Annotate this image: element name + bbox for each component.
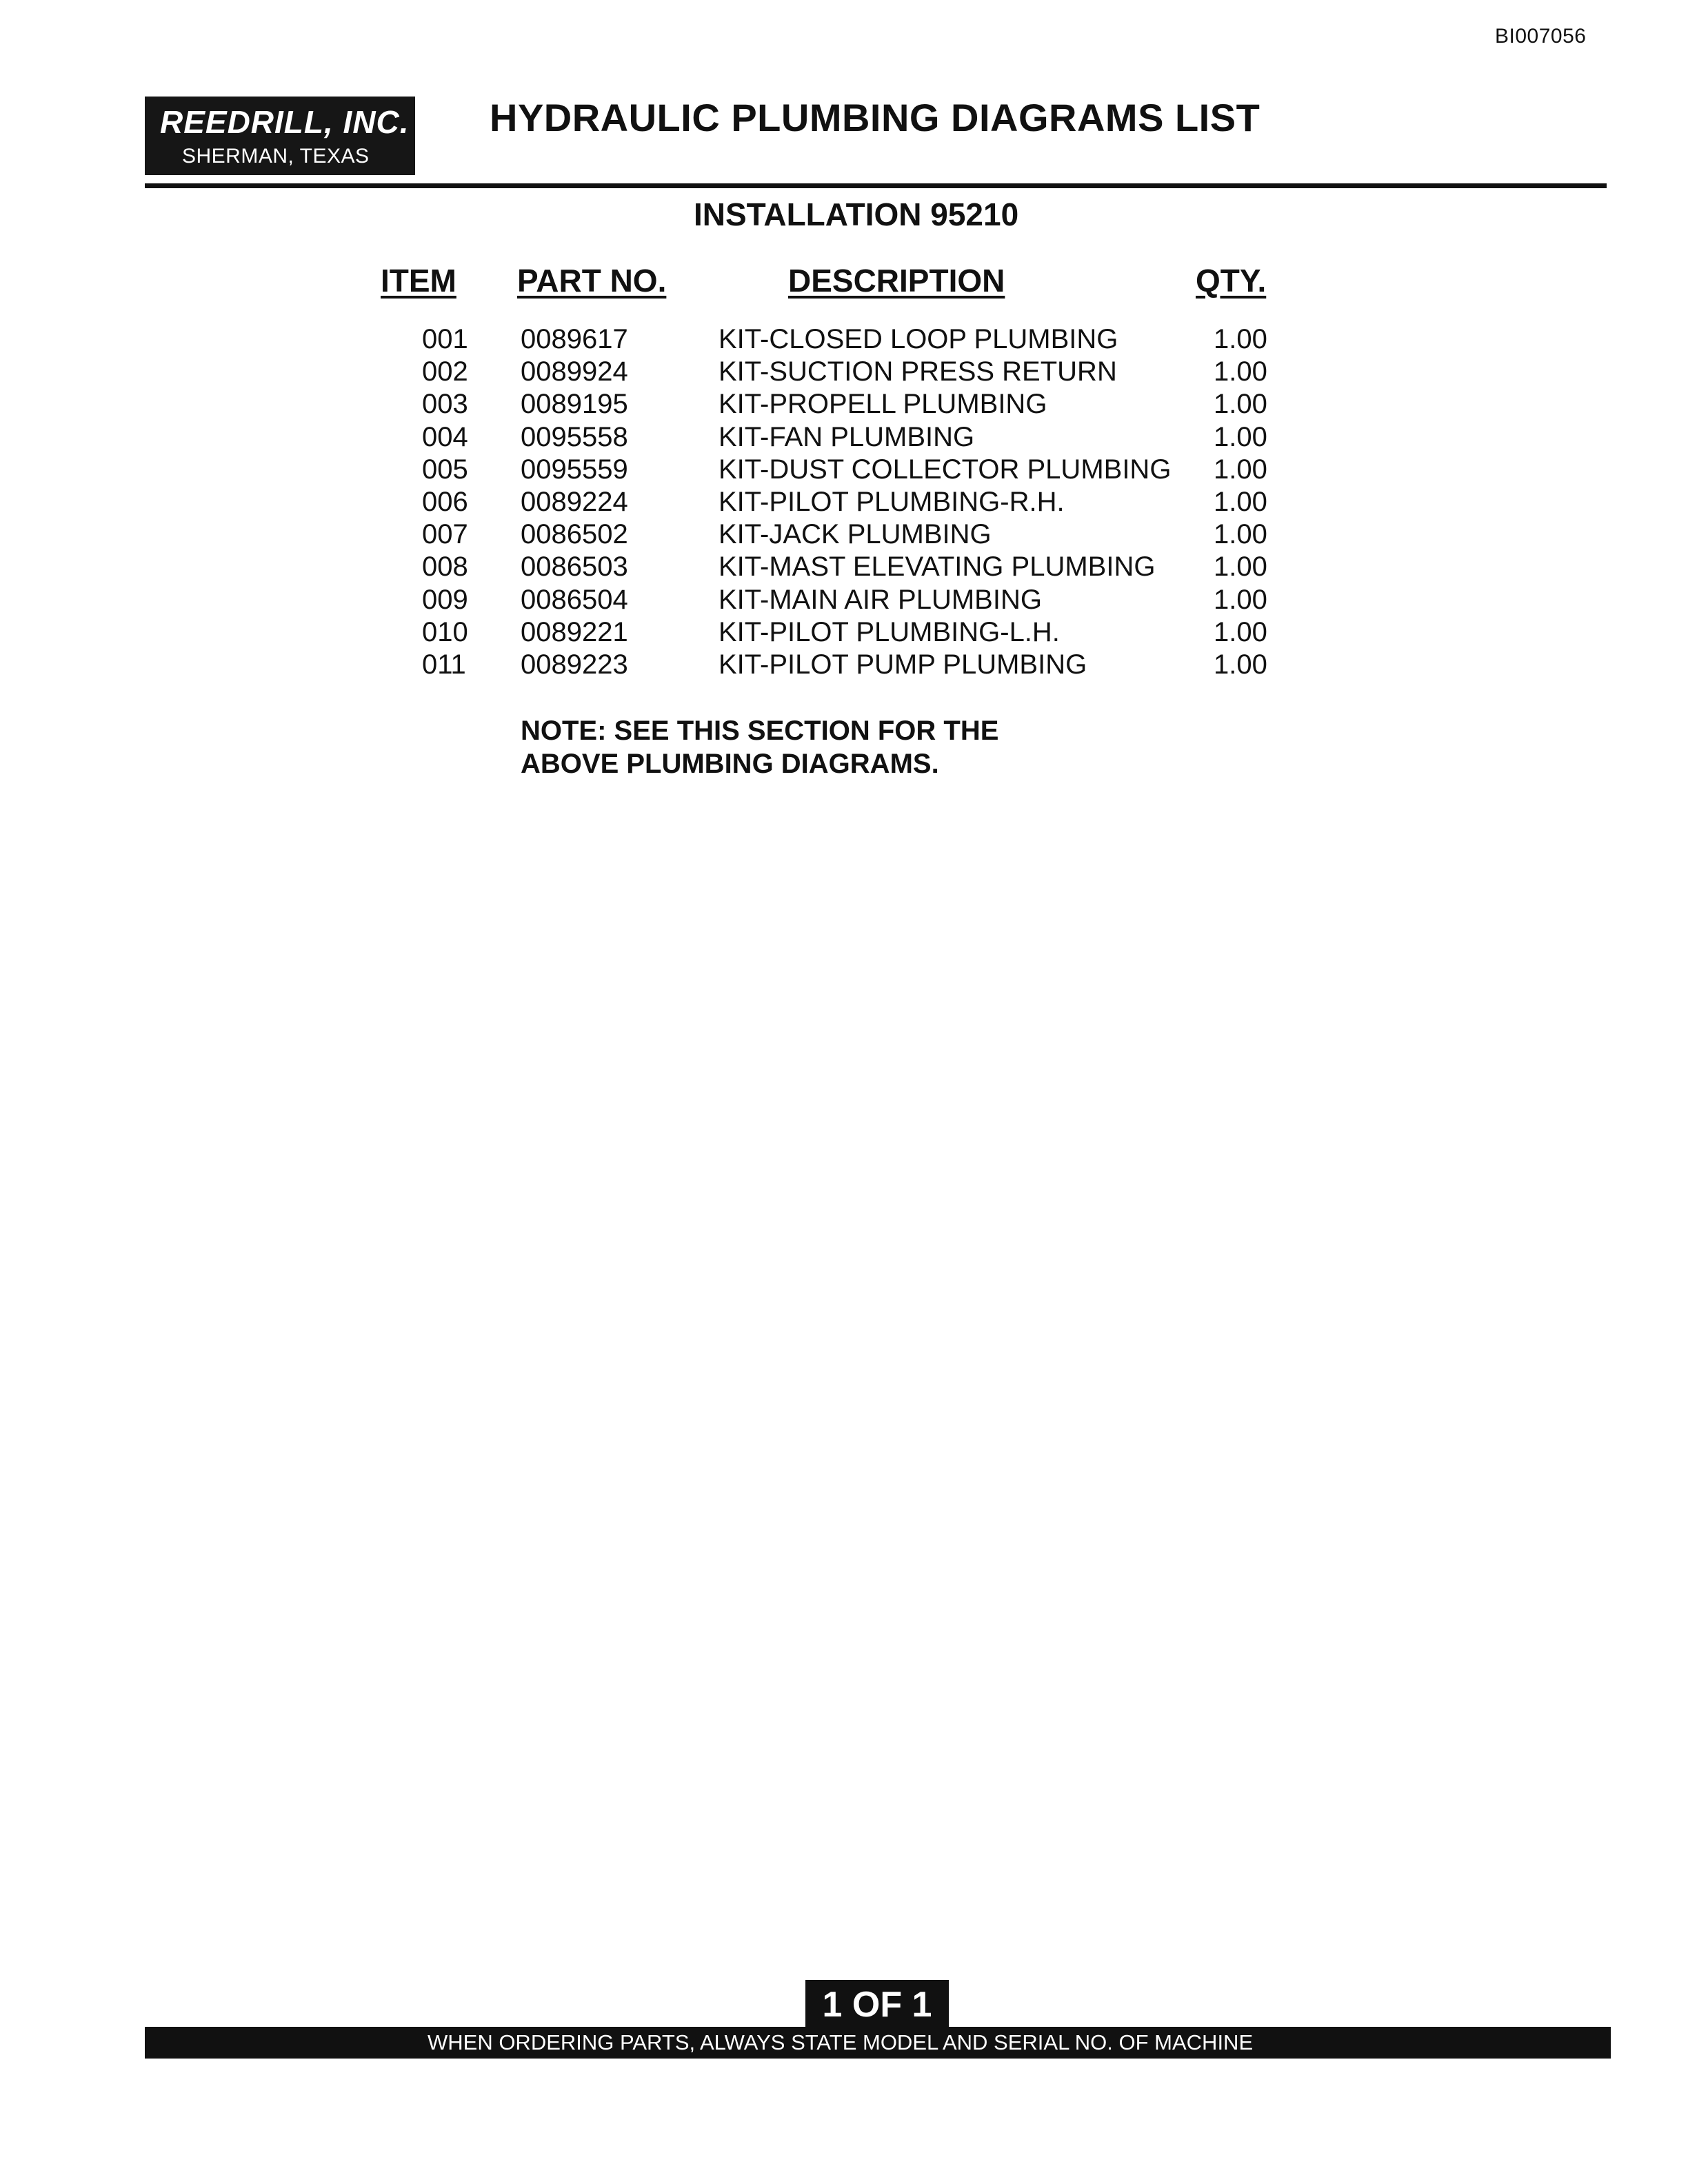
table-row bbox=[0, 454, 1688, 487]
table-row bbox=[0, 617, 1688, 649]
cell-description: KIT-FAN PLUMBING bbox=[719, 421, 975, 452]
table-row bbox=[0, 585, 1688, 617]
table-row bbox=[0, 422, 1688, 454]
cell-item: 006 bbox=[422, 486, 468, 517]
cell-qty: 1.00 bbox=[1214, 389, 1267, 420]
cell-part-no: 0086503 bbox=[521, 552, 628, 583]
company-logo bbox=[145, 97, 415, 175]
cell-description: KIT-JACK PLUMBING bbox=[719, 519, 992, 550]
cell-description: KIT-PILOT PUMP PLUMBING bbox=[719, 649, 1087, 680]
cell-description: KIT-DUST COLLECTOR PLUMBING bbox=[719, 454, 1172, 485]
table-row bbox=[0, 324, 1688, 356]
table-row bbox=[0, 519, 1688, 552]
cell-item: 008 bbox=[422, 552, 468, 583]
document-title: HYDRAULIC PLUMBING DIAGRAMS LIST bbox=[490, 96, 1260, 139]
table-row bbox=[0, 356, 1688, 389]
cell-description: KIT-SUCTION PRESS RETURN bbox=[719, 356, 1117, 387]
cell-item: 003 bbox=[422, 389, 468, 420]
column-header-qty: QTY. bbox=[1196, 263, 1267, 299]
cell-part-no: 0089224 bbox=[521, 486, 628, 517]
cell-qty: 1.00 bbox=[1214, 519, 1267, 550]
table-row bbox=[0, 389, 1688, 421]
cell-item: 011 bbox=[422, 649, 466, 680]
cell-qty: 1.00 bbox=[1214, 552, 1267, 583]
column-header-item: ITEM bbox=[381, 263, 456, 299]
note-line-2: ABOVE PLUMBING DIAGRAMS. bbox=[521, 749, 939, 779]
cell-description: KIT-PILOT PLUMBING-L.H. bbox=[719, 616, 1060, 647]
cell-description: KIT-PILOT PLUMBING-R.H. bbox=[719, 486, 1065, 517]
cell-part-no: 0089221 bbox=[521, 616, 628, 647]
cell-part-no: 0089195 bbox=[521, 389, 628, 420]
header-divider bbox=[145, 183, 1607, 188]
cell-qty: 1.00 bbox=[1214, 616, 1267, 647]
cell-description: KIT-MAST ELEVATING PLUMBING bbox=[719, 552, 1156, 583]
table-row bbox=[0, 487, 1688, 519]
cell-qty: 1.00 bbox=[1214, 356, 1267, 387]
column-header-part-no: PART NO. bbox=[517, 263, 667, 299]
cell-item: 005 bbox=[422, 454, 468, 485]
cell-part-no: 0086502 bbox=[521, 519, 628, 550]
cell-description: KIT-MAIN AIR PLUMBING bbox=[719, 584, 1042, 615]
cell-qty: 1.00 bbox=[1214, 324, 1267, 354]
footer-ordering-notice: WHEN ORDERING PARTS, ALWAYS STATE MODEL AND SERIAL NO. OF MACHINE bbox=[145, 2027, 1611, 2059]
cell-qty: 1.00 bbox=[1214, 421, 1267, 452]
cell-item: 002 bbox=[422, 356, 468, 387]
cell-item: 004 bbox=[422, 421, 468, 452]
cell-qty: 1.00 bbox=[1214, 649, 1267, 680]
cell-qty: 1.00 bbox=[1214, 486, 1267, 517]
cell-part-no: 0089617 bbox=[521, 324, 628, 354]
cell-item: 010 bbox=[422, 616, 468, 647]
cell-qty: 1.00 bbox=[1214, 454, 1267, 485]
cell-description: KIT-CLOSED LOOP PLUMBING bbox=[719, 324, 1118, 354]
cell-description: KIT-PROPELL PLUMBING bbox=[719, 389, 1047, 420]
cell-qty: 1.00 bbox=[1214, 584, 1267, 615]
cell-item: 001 bbox=[422, 324, 468, 354]
cell-part-no: 0095559 bbox=[521, 454, 628, 485]
table-row bbox=[0, 552, 1688, 584]
table-row bbox=[0, 649, 1688, 682]
document-id: BI007056 bbox=[1495, 25, 1587, 48]
cell-part-no: 0089223 bbox=[521, 649, 628, 680]
section-note bbox=[521, 714, 998, 780]
cell-part-no: 0095558 bbox=[521, 421, 628, 452]
cell-part-no: 0089924 bbox=[521, 356, 628, 387]
section-title: INSTALLATION 95210 bbox=[694, 196, 1019, 232]
logo-company-name: REEDRILL, INC. bbox=[160, 104, 410, 140]
parts-table bbox=[0, 324, 1688, 682]
page-indicator: 1 OF 1 bbox=[805, 1980, 949, 2028]
cell-item: 007 bbox=[422, 519, 468, 550]
cell-part-no: 0086504 bbox=[521, 584, 628, 615]
column-header-description: DESCRIPTION bbox=[788, 263, 1005, 299]
logo-location: SHERMAN, TEXAS bbox=[182, 145, 370, 168]
note-line-1: NOTE: SEE THIS SECTION FOR THE bbox=[521, 716, 999, 746]
cell-item: 009 bbox=[422, 584, 468, 615]
